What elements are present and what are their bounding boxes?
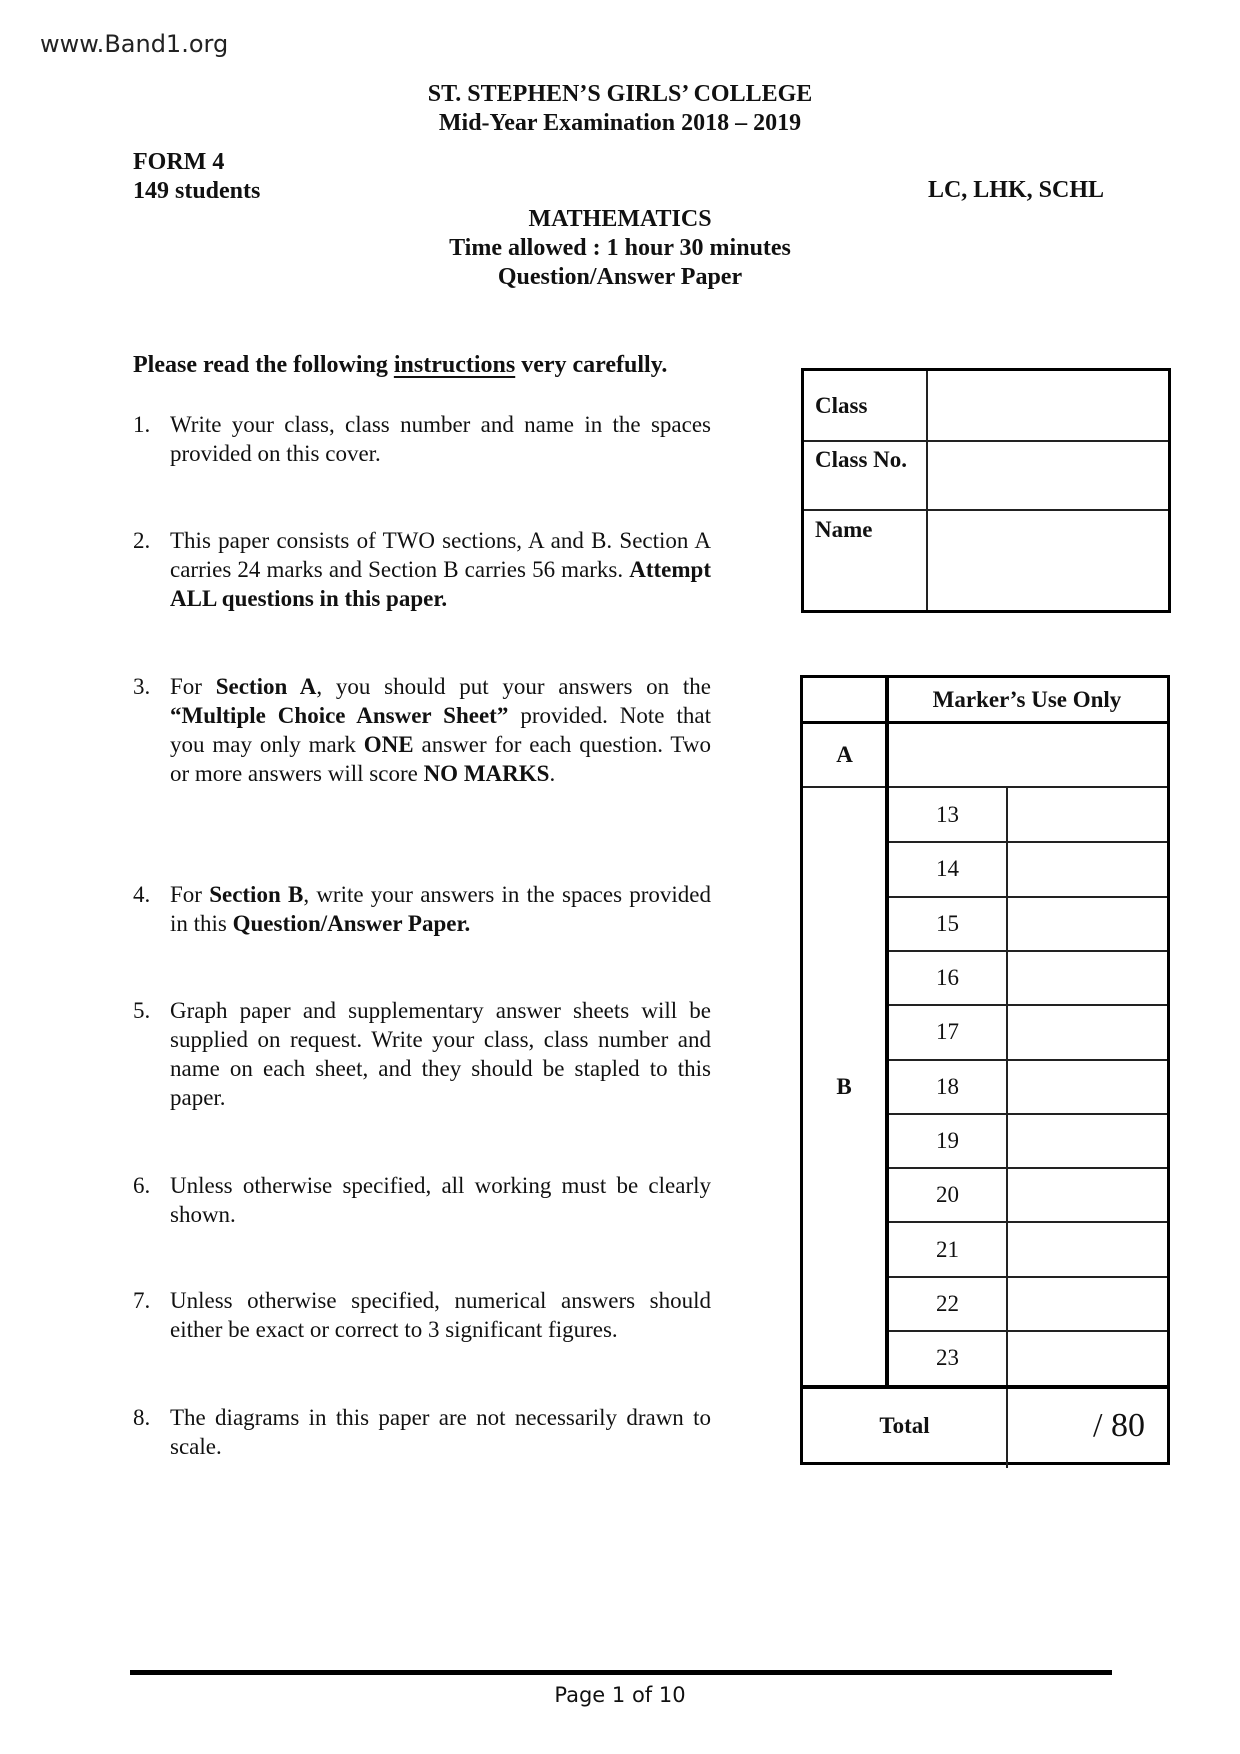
instruction-item: [133, 996, 711, 1112]
instruction-item: [133, 410, 711, 468]
instruction-text: [170, 880, 711, 938]
bold-text: ONE: [363, 732, 414, 757]
marker-title: Marker’s Use Only: [932, 686, 1122, 712]
question-number: 22: [936, 1290, 959, 1316]
total-score[interactable]: / 80: [1093, 1406, 1145, 1444]
instruction-text: [170, 672, 711, 788]
instruction-text: [170, 410, 711, 468]
divider: [889, 896, 1167, 898]
class-no-label: Class No.: [815, 447, 908, 472]
bold-text: Section B: [209, 882, 304, 907]
question-score-cell[interactable]: [1008, 1060, 1167, 1114]
class-label: Class: [815, 393, 868, 418]
bold-text: “Multiple Choice Answer Sheet”: [170, 703, 509, 728]
question-number: 20: [936, 1182, 959, 1208]
instruction-item: [133, 1286, 711, 1344]
student-info-table: [801, 368, 1171, 613]
divider: [889, 1113, 1167, 1115]
instruction-item: [133, 526, 711, 613]
instruction-number: 1.: [133, 412, 151, 437]
time-allowed: Time allowed : 1 hour 30 minutes: [449, 235, 791, 261]
marker-use-table: [800, 675, 1170, 1465]
section-a-label: A: [836, 742, 853, 767]
divider: [889, 1221, 1167, 1223]
question-number: 17: [936, 1019, 959, 1045]
instruction-text: [170, 1171, 711, 1229]
name-label: Name: [815, 517, 873, 542]
divider: [1006, 788, 1008, 1468]
text: For: [170, 674, 216, 699]
text: The diagrams in this paper are not necessarily drawn to scale.: [170, 1405, 711, 1459]
school-name: ST. STEPHEN’S GIRLS’ COLLEGE: [427, 81, 813, 107]
question-number: 15: [936, 910, 959, 936]
subject-title: MATHEMATICS: [528, 206, 712, 232]
instruction-text: [170, 996, 711, 1112]
question-score-cell[interactable]: [1008, 1114, 1167, 1168]
question-score-cell[interactable]: [1008, 1222, 1167, 1276]
instruction-number: 5.: [133, 998, 151, 1023]
name-field[interactable]: [928, 511, 1168, 610]
class-row: [804, 371, 1168, 442]
instruction-item: [133, 672, 711, 788]
text: Unless otherwise specified, numerical answers should either be exact or correct to 3 significant figures.: [170, 1288, 711, 1342]
student-count: 149 students: [133, 178, 261, 204]
watermark: www.Band1.org: [40, 30, 229, 58]
instruction-text: [170, 526, 711, 613]
name-row: [804, 511, 1168, 610]
divider: [889, 1004, 1167, 1006]
form-level: FORM 4: [133, 149, 225, 175]
instruction-item: [133, 880, 711, 938]
question-score-cell[interactable]: [1008, 897, 1167, 951]
question-score-cell[interactable]: [1008, 842, 1167, 896]
section-b-label: B: [836, 1073, 852, 1099]
divider: [889, 1059, 1167, 1061]
bold-text: NO MARKS: [423, 761, 550, 786]
question-score-cell[interactable]: [1008, 1331, 1167, 1385]
footer-rule: [130, 1670, 1112, 1675]
class-field[interactable]: [928, 371, 1168, 440]
divider: [889, 950, 1167, 952]
teacher-codes: LC, LHK, SCHL: [927, 177, 1104, 203]
text: Unless otherwise specified, all working must be clearly shown.: [170, 1173, 711, 1227]
form-info: [133, 148, 260, 206]
intro-text: Please read the following: [133, 352, 394, 378]
text: answer for each question. Two or more answers will score: [170, 732, 711, 786]
instruction-number: 8.: [133, 1405, 151, 1430]
question-score-cell[interactable]: [1008, 1005, 1167, 1059]
question-number: 16: [936, 965, 959, 991]
intro-text-end: very carefully.: [515, 352, 668, 378]
instruction-number: 2.: [133, 528, 151, 553]
text: .: [549, 761, 556, 786]
divider: [889, 1276, 1167, 1278]
divider: [889, 1330, 1167, 1332]
instructions-heading: [133, 352, 667, 379]
text: For: [170, 882, 210, 907]
question-number: 21: [936, 1236, 959, 1262]
text: This paper consists of TWO sections, A and B. Section A carries 24 marks and Section B carries 56 marks.: [170, 528, 711, 582]
instruction-number: 4.: [133, 882, 151, 907]
page-number: Page 1 of 10: [554, 1683, 686, 1707]
bold-text: Section A: [215, 674, 317, 699]
class-no-row: [804, 442, 1168, 511]
intro-underlined: instructions: [393, 352, 516, 378]
bold-text: Attempt ALL questions in this paper.: [170, 557, 711, 611]
instruction-text: [170, 1403, 711, 1461]
instruction-number: 3.: [133, 674, 151, 699]
instruction-text: [170, 1286, 711, 1344]
exam-title: Mid-Year Examination 2018 – 2019: [438, 110, 802, 136]
text: provided. Note that you may only mark: [170, 703, 711, 757]
instruction-item: [133, 1403, 711, 1461]
bold-text: Question/Answer Paper.: [232, 911, 471, 936]
divider: [889, 1167, 1167, 1169]
text: , you should put your answers on the: [316, 674, 712, 699]
question-score-cell[interactable]: [1008, 1168, 1167, 1222]
total-label: Total: [879, 1412, 930, 1438]
question-score-cell[interactable]: [1008, 1277, 1167, 1331]
question-number: 14: [936, 856, 959, 882]
paper-type: Question/Answer Paper: [497, 264, 743, 290]
instruction-number: 7.: [133, 1288, 151, 1313]
question-score-cell[interactable]: [1008, 788, 1167, 842]
class-no-field[interactable]: [928, 442, 1168, 509]
text: Graph paper and supplementary answer sheets will be supplied on request. Write your class, class number and name on each sheet, and they should be stapled to this paper.: [170, 998, 711, 1110]
question-number: 19: [936, 1127, 959, 1153]
text: , write your answers in the spaces provided in this: [170, 882, 712, 936]
instruction-item: [133, 1171, 711, 1229]
text: Write your class, class number and name in the spaces provided on this cover.: [170, 412, 711, 466]
question-number: 18: [936, 1073, 959, 1099]
instruction-number: 6.: [133, 1173, 151, 1198]
question-score-cell[interactable]: [1008, 951, 1167, 1005]
divider: [889, 841, 1167, 843]
section-a-score[interactable]: [889, 724, 1167, 786]
question-number: 13: [936, 802, 959, 828]
question-number: 23: [936, 1345, 959, 1371]
